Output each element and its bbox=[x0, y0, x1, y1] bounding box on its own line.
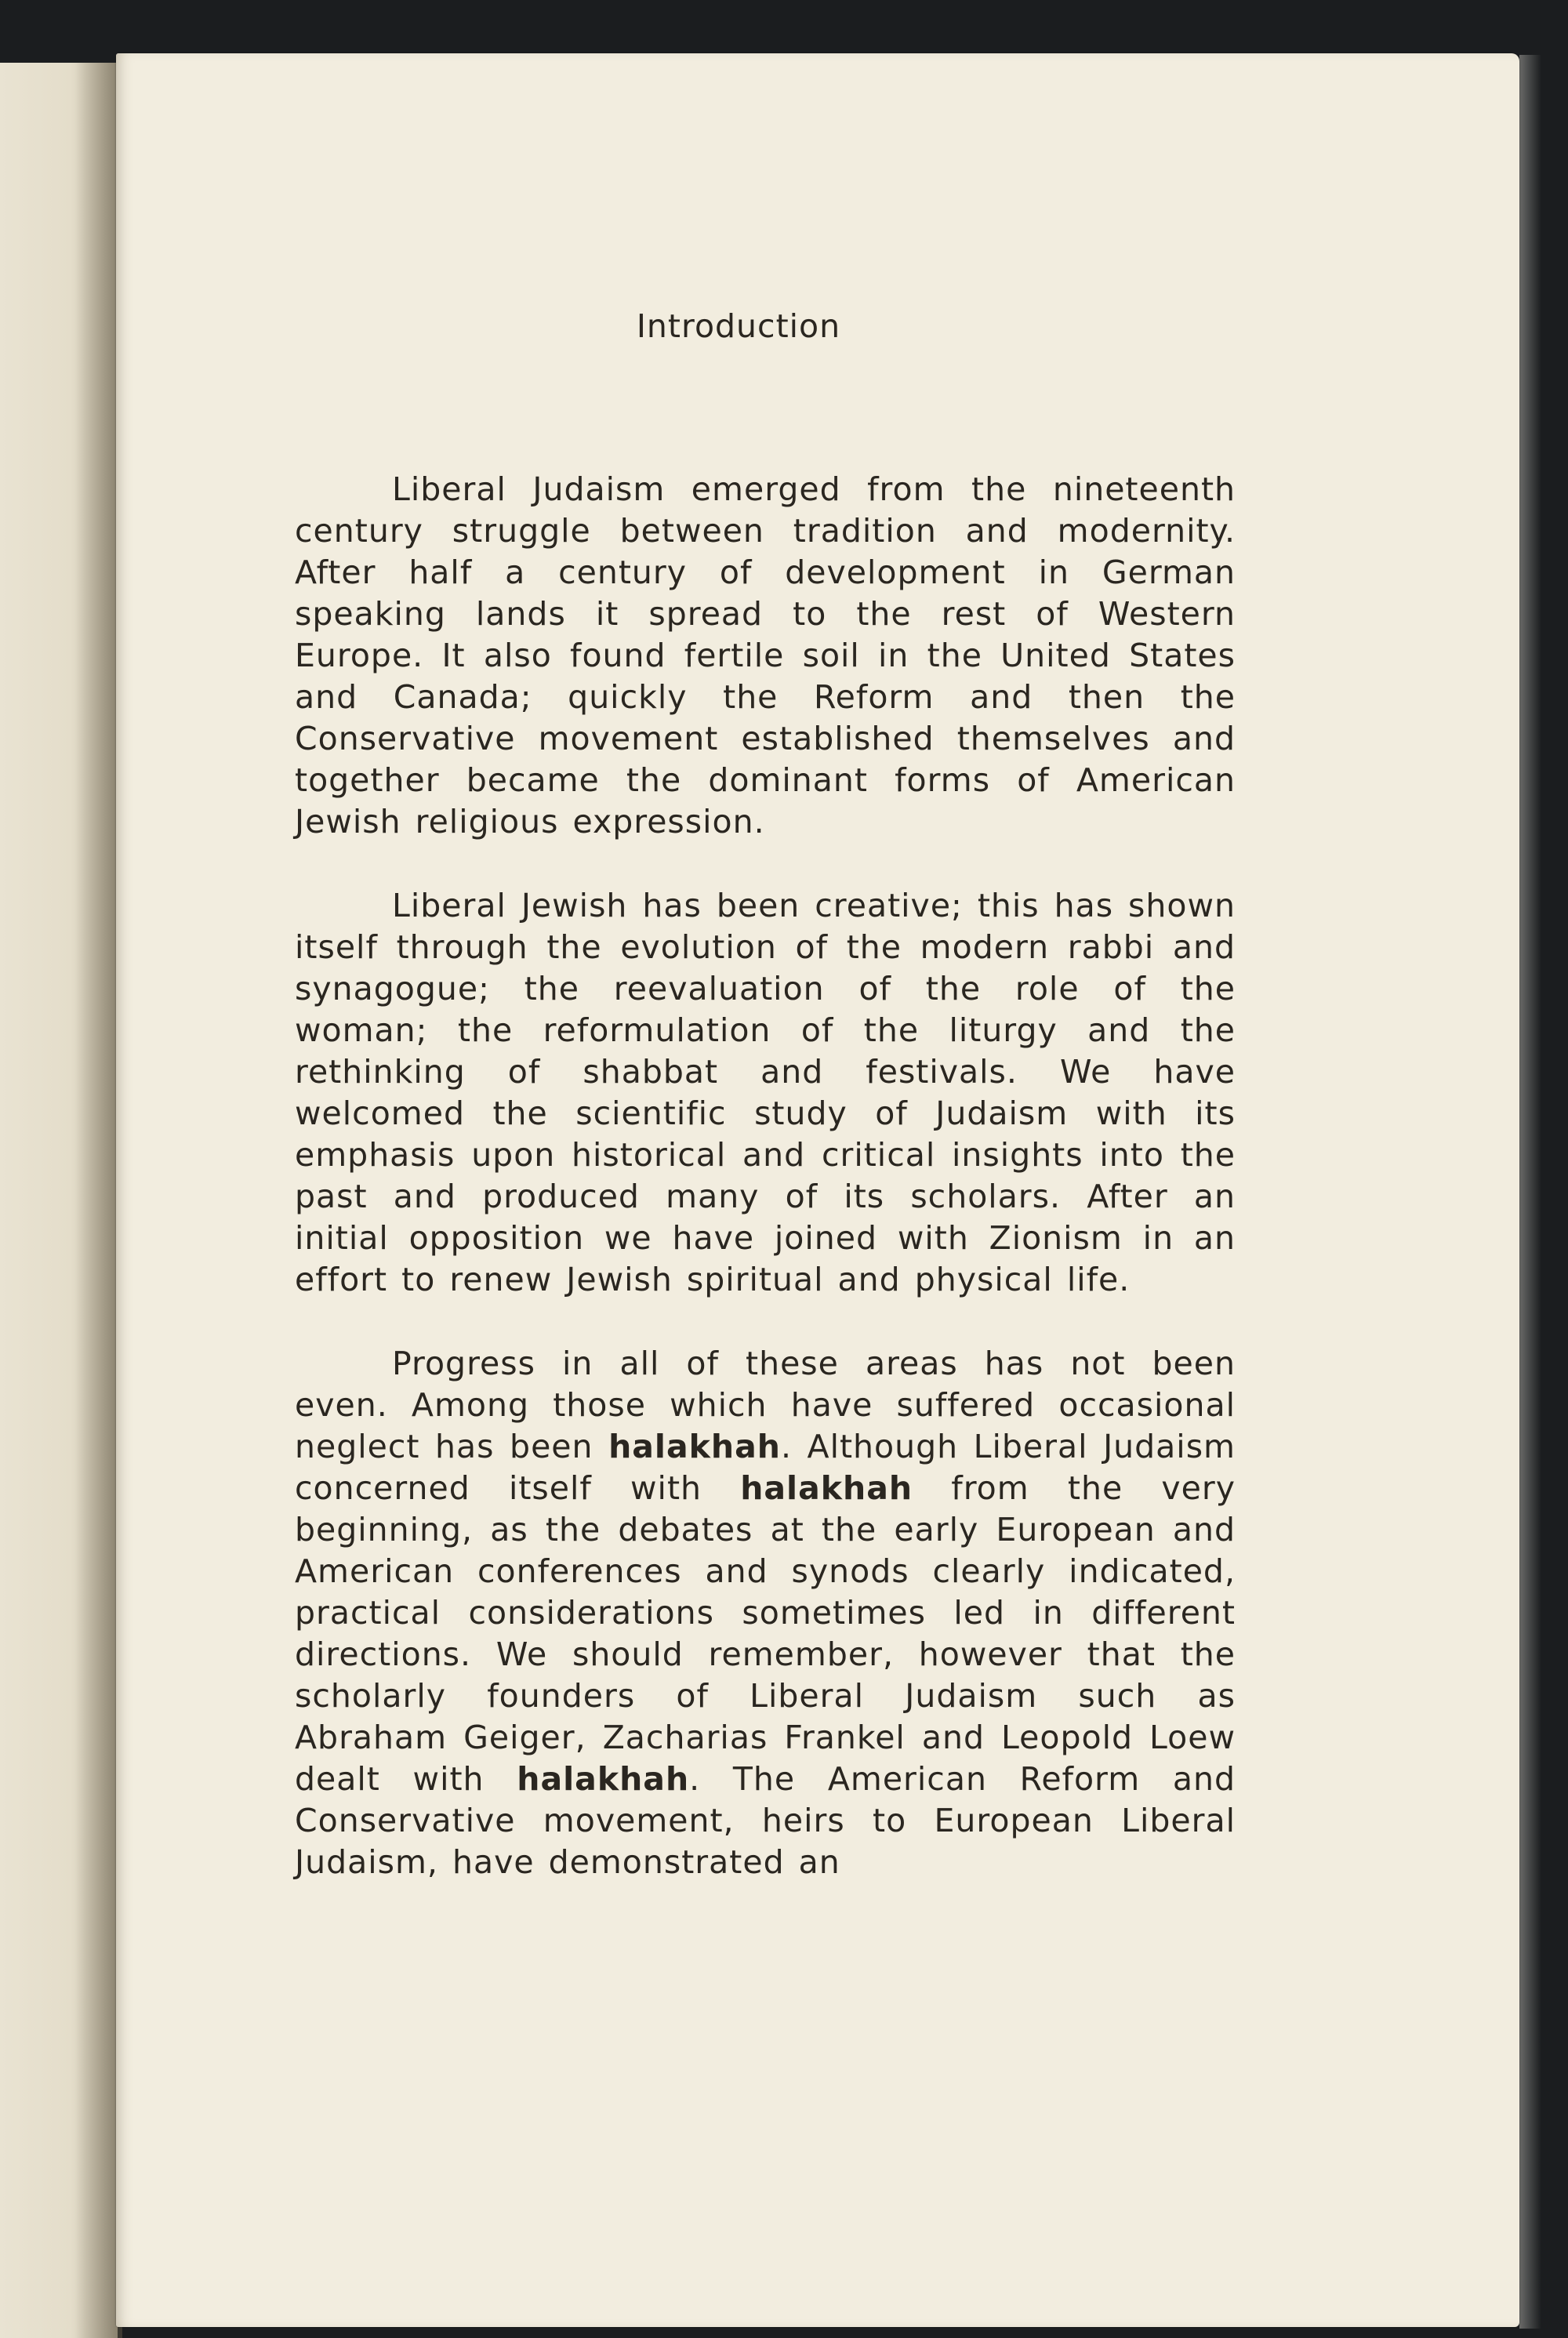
paragraph-text: . The American Reform and Conservative movement, heirs to European Liberal Judaism, have demonstrated an bbox=[295, 1760, 1236, 1881]
body-text bbox=[295, 469, 1236, 1926]
page-right-edge bbox=[1519, 55, 1541, 2329]
paragraph-3 bbox=[295, 1343, 1236, 1883]
gutter-shadow bbox=[75, 63, 122, 2338]
paragraph-text: Progress in all of these areas has not been even. Among those which have suffered occasional neglect has been bbox=[295, 1345, 1236, 1465]
emphasis-term: halakhah bbox=[517, 1760, 690, 1798]
page-title: Introduction bbox=[636, 307, 841, 345]
paragraph-1 bbox=[295, 469, 1236, 843]
emphasis-term: halakhah bbox=[608, 1428, 781, 1465]
paragraph-text: Liberal Jewish has been creative; this has shown itself through the evolution of the modern rabbi and synagogue; the reevaluation of the role of the woman; the reformulation of the liturgy and the rethinking of shabbat and festivals. We have welcomed the scientific study of Judaism with its emphasis upon historical and critical insights into the past and produced many of its scholars. After an initial opposition we have joined with Zionism in an effort to renew Jewish spiritual and physical life. bbox=[295, 887, 1236, 1298]
paragraph-text: . Although Liberal Judaism concerned itself with bbox=[295, 1428, 1236, 1507]
paragraph-text: from the very beginning, as the debates at the early European and American conferences and synods clearly indicated, practical considerations sometimes led in different directions. We should remember, however that the scholarly founders of Liberal Judaism such as Abraham Geiger, Zacharias Frankel and Leopold Loew dealt with bbox=[295, 1469, 1236, 1798]
paragraph-2 bbox=[295, 885, 1236, 1301]
emphasis-term: halakhah bbox=[740, 1469, 913, 1507]
paragraph-text: Liberal Judaism emerged from the nineteenth century struggle between tradition and modernity. After half a century of development in German speaking lands it spread to the rest of Western Europe. It also found fertile soil in the United States and Canada; quickly the Reform and then the Conservative movement established themselves and together became the dominant forms of American Jewish religious expression. bbox=[295, 470, 1236, 840]
